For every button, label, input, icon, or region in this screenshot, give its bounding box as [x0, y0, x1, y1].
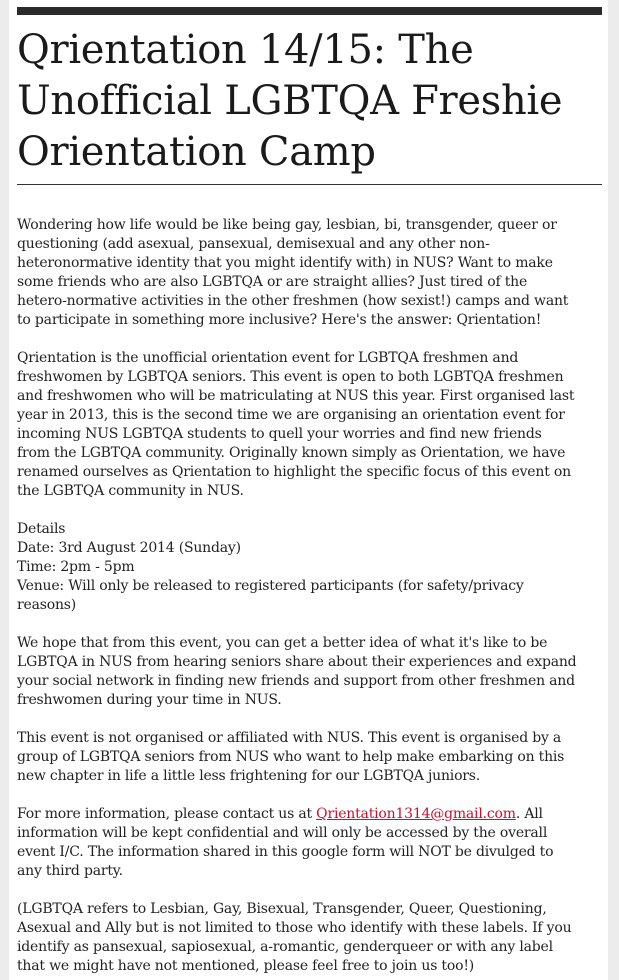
- text-line: the LGBTQA community in NUS.: [17, 483, 244, 499]
- form-title-line: Unofficial LGBTQA Freshie: [17, 78, 563, 124]
- text-line: and freshwomen who will be matriculating at NUS this year. First organised last: [17, 388, 575, 404]
- form-title-line: Orientation Camp: [17, 129, 376, 175]
- disclaimer-paragraph: [17, 729, 602, 786]
- text-line: We hope that from this event, you can get a better idea of what it's like to be: [17, 635, 548, 651]
- details-heading: Details: [17, 521, 66, 537]
- text-line: your social network in finding new friends and support from other freshmen and: [17, 673, 575, 689]
- form-card: [17, 0, 602, 980]
- details-paragraph: [17, 520, 602, 615]
- event-date: Date: 3rd August 2014 (Sunday): [17, 540, 241, 556]
- text-line: some friends who are also LGBTQA or are straight allies? Just tired of the: [17, 274, 528, 290]
- text-line: Qrientation is the unofficial orientation event for LGBTQA freshmen and: [17, 350, 519, 366]
- about-paragraph: [17, 349, 602, 501]
- text-line: any third party.: [17, 863, 123, 879]
- text-line: (LGBTQA refers to Lesbian, Gay, Bisexual, Transgender, Queer, Questioning,: [17, 901, 547, 917]
- text-line: from the LGBTQA community. Originally known simply as Orientation, we have: [17, 445, 566, 461]
- title-divider: [17, 184, 602, 185]
- form-header-bar: [17, 7, 602, 15]
- text-line: LGBTQA in NUS from hearing seniors share about their experiences and expand: [17, 654, 577, 670]
- text-line: [17, 805, 602, 824]
- page-margin-left: [0, 0, 9, 980]
- text-line: event I/C. The information shared in this google form will NOT be divulged to: [17, 844, 554, 860]
- event-venue: reasons): [17, 597, 77, 613]
- page-margin-right: [608, 0, 619, 980]
- contact-prefix: For more information, please contact us at: [17, 806, 317, 822]
- form-title: [17, 25, 602, 178]
- event-time: Time: 2pm - 5pm: [17, 559, 135, 575]
- text-line: year in 2013, this is the second time we are organising an orientation event for: [17, 407, 565, 423]
- text-line: incoming NUS LGBTQA students to quell your worries and find new friends: [17, 426, 542, 442]
- form-title-line: Qrientation 14/15: The: [17, 27, 474, 73]
- text-line: freshwomen during your time in NUS.: [17, 692, 282, 708]
- text-line: Wondering how life would be like being gay, lesbian, bi, transgender, queer or: [17, 217, 557, 233]
- intro-paragraph: [17, 216, 602, 330]
- text-line: group of LGBTQA seniors from NUS who want to help make embarking on this: [17, 749, 565, 765]
- text-line: This event is not organised or affiliated with NUS. This event is organised by a: [17, 730, 562, 746]
- text-line: renamed ourselves as Qrientation to highlight the specific focus of this event on: [17, 464, 571, 480]
- event-venue: Venue: Will only be released to registered participants (for safety/privacy: [17, 578, 524, 594]
- footnote-paragraph: [17, 900, 602, 976]
- text-line: hetero-normative activities in the other freshmen (how sexist!) camps and want: [17, 293, 569, 309]
- text-line: new chapter in life a little less frightening for our LGBTQA juniors.: [17, 768, 481, 784]
- text-line: information will be kept confidential and will only be accessed by the overall: [17, 825, 548, 841]
- contact-paragraph: [17, 805, 602, 881]
- text-line: to participate in something more inclusive? Here's the answer: Qrientation!: [17, 312, 542, 328]
- contact-suffix: . All: [515, 806, 543, 822]
- contact-email-link[interactable]: Qrientation1314@gmail.com: [316, 806, 516, 822]
- text-line: questioning (add asexual, pansexual, demisexual and any other non-: [17, 236, 490, 252]
- form-description: [17, 216, 602, 976]
- text-line: that we might have not mentioned, please feel free to join us too!): [17, 958, 475, 974]
- text-line: heteronormative identity that you might identify with) in NUS? Want to make: [17, 255, 553, 271]
- text-line: identify as pansexual, sapiosexual, a-romantic, genderqueer or with any label: [17, 939, 553, 955]
- text-line: freshwomen by LGBTQA seniors. This event is open to both LGBTQA freshmen: [17, 369, 564, 385]
- benefits-paragraph: [17, 634, 602, 710]
- text-line: Asexual and Ally but is not limited to those who identify with these labels. If you: [17, 920, 572, 936]
